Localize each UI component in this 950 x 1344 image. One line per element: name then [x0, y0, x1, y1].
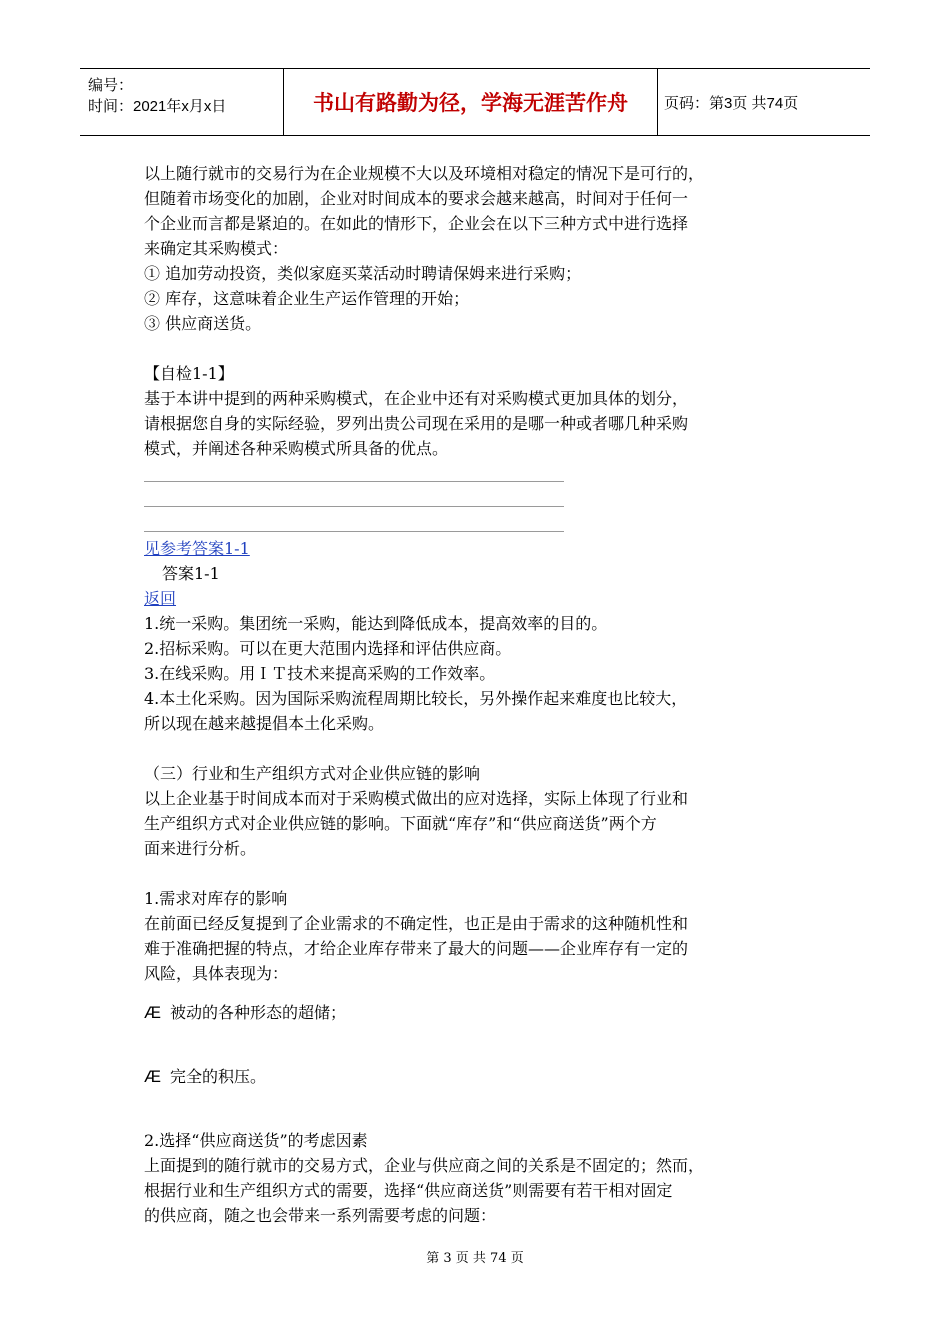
answer-blank-line: [144, 461, 824, 486]
page-header: [80, 68, 870, 136]
answer-item: 所以现在越来越提倡本土化采购。: [144, 714, 385, 733]
bullet-item: [144, 1064, 824, 1089]
option-item: ② 库存，这意味着企业生产运作管理的开始；: [144, 289, 470, 308]
bullet-mark-icon: Æ: [144, 1003, 161, 1022]
paragraph-line: 个企业而言都是紧迫的。在如此的情形下，企业会在以下三种方式中进行选择: [144, 214, 689, 233]
answer-item: 4.本土化采购。因为国际采购流程周期比较长，另外操作起来难度也比较大，: [144, 689, 688, 708]
paragraph-line: 请根据您自身的实际经验，罗列出贵公司现在采用的是哪一种或者哪几种采购: [144, 414, 689, 433]
paragraph-line: 的供应商，随之也会带来一系列需要考虑的问题：: [144, 1206, 497, 1225]
paragraph-line: 面来进行分析。: [144, 839, 257, 858]
paragraph-line: 在前面已经反复提到了企业需求的不确定性，也正是由于需求的这种随机性和: [144, 914, 689, 933]
paragraph-line: 来确定其采购模式：: [144, 239, 289, 258]
code-label: 编号：: [88, 77, 134, 94]
section-title: （三）行业和生产组织方式对企业供应链的影响: [144, 764, 481, 783]
option-item: ① 追加劳动投资，类似家庭买菜活动时聘请保姆来进行采购；: [144, 264, 582, 283]
answer-item: 1.统一采购。集团统一采购，能达到降低成本，提高效率的目的。: [144, 614, 608, 633]
answer-blank-line: [144, 511, 824, 536]
paragraph-line: 以上企业基于时间成本而对于采购模式做出的应对选择，实际上体现了行业和: [144, 789, 689, 808]
paragraph-line: 以上随行就市的交易行为在企业规模不大以及环境相对稳定的情况下是可行的，: [144, 164, 705, 183]
back-link[interactable]: 返回: [144, 589, 177, 608]
document-body: [144, 161, 824, 1228]
page-footer: 第 3 页 共 74 页: [426, 1251, 524, 1266]
paragraph-line: 上面提到的随行就市的交易方式，企业与供应商之间的关系是不固定的；然而，: [144, 1156, 705, 1175]
paragraph-line: 根据行业和生产组织方式的需要，选择“供应商送货”则需要有若干相对固定: [144, 1181, 673, 1200]
bullet-text: 被动的各种形态的超储；: [170, 1003, 347, 1022]
answer-item: 3.在线采购。用ＩＴ技术来提高采购的工作效率。: [144, 664, 496, 683]
answer-item: 2.招标采购。可以在更大范围内选择和评估供应商。: [144, 639, 512, 658]
subsection-title: 1.需求对库存的影响: [144, 889, 288, 908]
paragraph-line: 基于本讲中提到的两种采购模式，在企业中还有对采购模式更加具体的划分，: [144, 389, 689, 408]
header-motto: 书山有路勤为径，学海无涯苦作舟: [313, 91, 628, 115]
bullet-text: 完全的积压。: [170, 1067, 267, 1086]
paragraph-line: 难于准确把握的特点，才给企业库存带来了最大的问题——企业库存有一定的: [144, 939, 689, 958]
date-label: 时间：2021年x月x日: [88, 98, 227, 115]
paragraph-line: 但随着市场变化的加剧，企业对时间成本的要求会越来越高，时间对于任何一: [144, 189, 689, 208]
see-answer-link[interactable]: 见参考答案1-1: [144, 539, 250, 558]
bullet-item: [144, 1000, 824, 1025]
header-page-info: 页码：第3页 共74页: [664, 94, 799, 112]
paragraph-line: 模式，并阐述各种采购模式所具备的优点。: [144, 439, 449, 458]
header-meta: [88, 75, 288, 117]
answer-title: 答案1-1: [162, 564, 220, 583]
header-divider: [657, 69, 658, 135]
option-item: ③ 供应商送货。: [144, 314, 262, 333]
paragraph-line: 生产组织方式对企业供应链的影响。下面就“库存”和“供应商送货”两个方: [144, 814, 657, 833]
paragraph-line: 风险，具体表现为：: [144, 964, 289, 983]
selfcheck-title: 【自检1-1】: [144, 364, 234, 383]
answer-blank-line: [144, 486, 824, 511]
subsection-title: 2.选择“供应商送货”的考虑因素: [144, 1131, 368, 1150]
bullet-mark-icon: Æ: [144, 1067, 161, 1086]
